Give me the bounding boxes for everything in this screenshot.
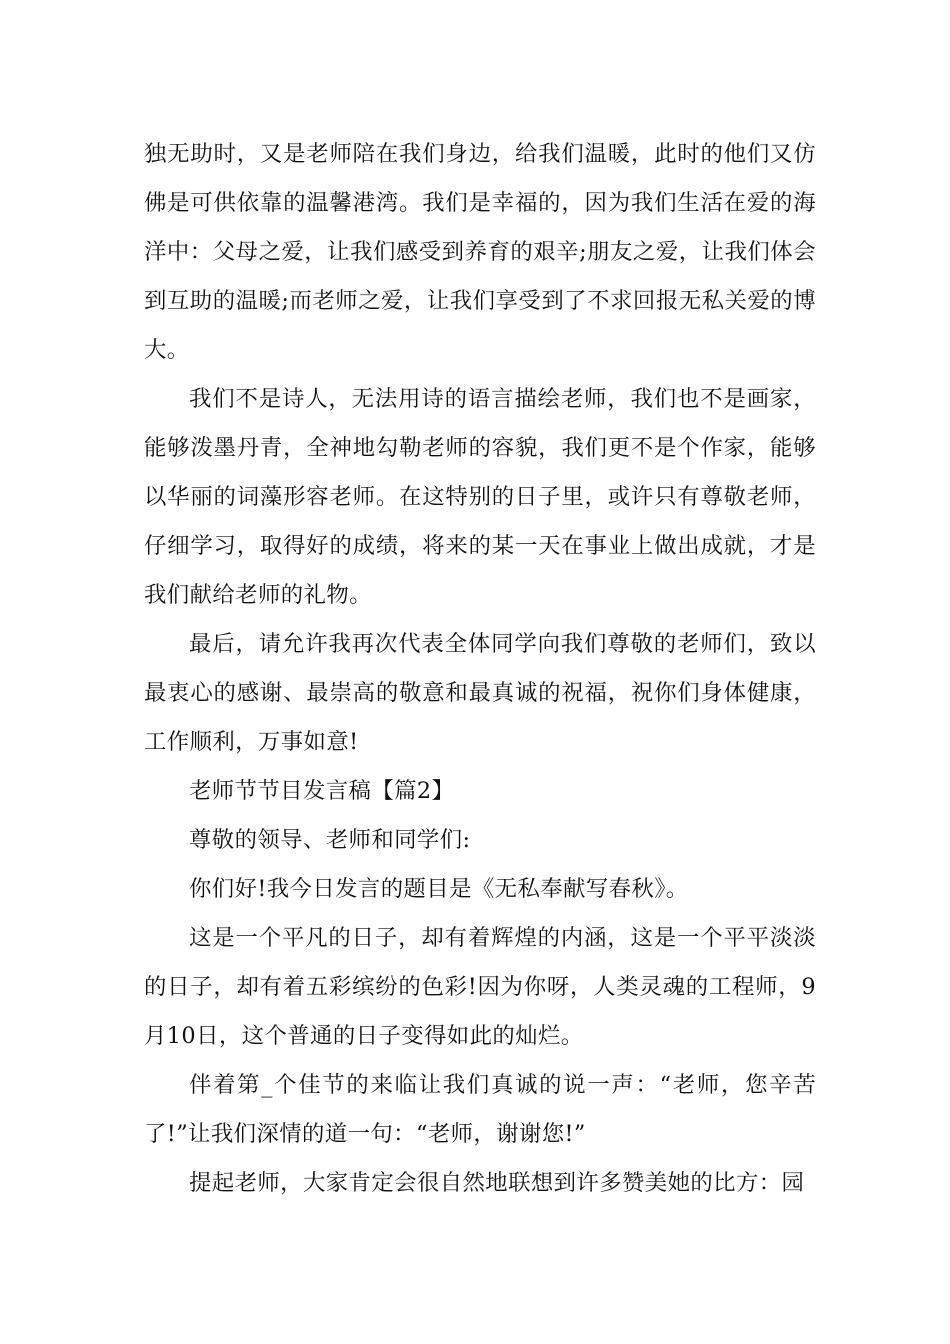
document-body — [144, 130, 816, 1208]
paragraph-1: 独无助时，又是老师陪在我们身边，给我们温暖，此时的他们又仿佛是可供依靠的温馨港湾。我们是幸福的，因为我们生活在爱的海洋中：父母之爱，让我们感受到养育的艰辛;朋友之爱，让我们体会到互助的温暖;而老师之爱，让我们享受到了不求回报无私关爱的博大。 — [144, 141, 816, 363]
greeting-line: 你们好!我今日发言的题目是《无私奉献写春秋》。 — [189, 876, 689, 902]
paragraph-2: 我们不是诗人，无法用诗的语言描绘老师，我们也不是画家，能够泼墨丹青，全神地勾勒老师的容貌，我们更不是个作家，能够以华丽的词藻形容老师。在这特别的日子里，或许只有尊敬老师，仔细学习，取得好的成绩，将来的某一天在事业上做出成就，才是我们献给老师的礼物。 — [144, 386, 816, 608]
salutation: 尊敬的领导、老师和同学们: — [189, 827, 471, 853]
paragraph-8: 伴着第_个佳节的来临让我们真诚的说一声：“老师，您辛苦了!”让我们深情的道一句：“老师，谢谢您!” — [144, 1072, 816, 1147]
paragraph-9: 提起老师，大家肯定会很自然地联想到许多赞美她的比方：园 — [189, 1170, 805, 1196]
paragraph-7: 这是一个平凡的日子，却有着辉煌的内涵，这是一个平平淡淡的日子，却有着五彩缤纷的色彩!因为你呀，人类灵魂的工程师，9月10日，这个普通的日子变得如此的灿烂。 — [144, 925, 816, 1049]
paragraph-3: 最后，请允许我再次代表全体同学向我们尊敬的老师们，致以最衷心的感谢、最崇高的敬意和最真诚的祝福，祝你们身体健康，工作顺利，万事如意! — [144, 631, 816, 755]
section-heading: 老师节节目发言稿【篇2】 — [189, 778, 455, 804]
